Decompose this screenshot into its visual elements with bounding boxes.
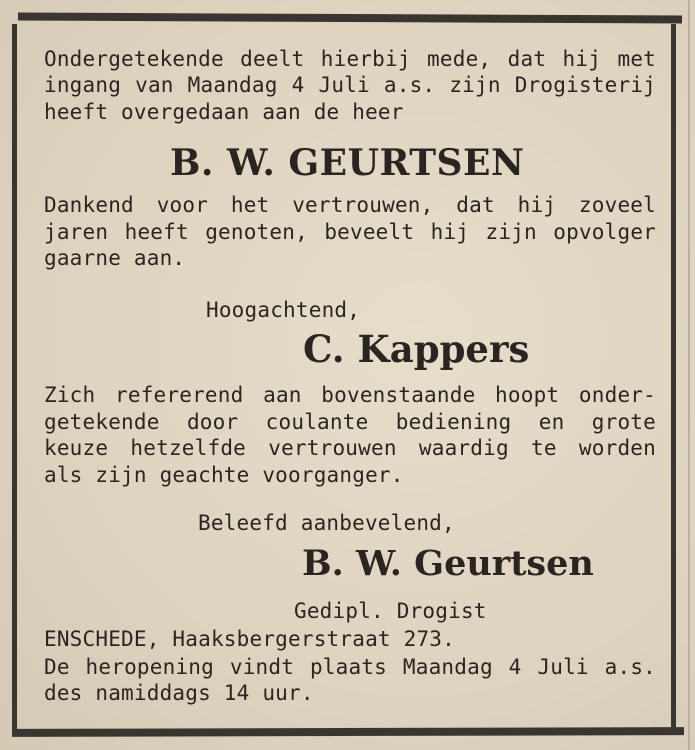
intro-line-3: heeft overgedaan aan de heer (44, 100, 404, 124)
signature-geurtsen: B. W. Geurtsen (302, 543, 594, 584)
border-left (12, 24, 17, 730)
reopening-line-2: des namiddags 14 uur. (44, 681, 314, 705)
address-line: ENSCHEDE, Haaksbergerstraat 273. (44, 627, 455, 651)
border-right (671, 24, 676, 730)
thanks-line-2: jaren heeft genoten, beveelt hij zijn opvolger (44, 220, 656, 244)
recommend-line-2: getekende door coulante bediening en grote (44, 410, 656, 434)
thanks-line-1: Dankend voor het vertrouwen, dat hij zoveel (44, 193, 656, 217)
signature-kappers: C. Kappers (303, 327, 530, 371)
reopening-line-1: De heropening vindt plaats Maandag 4 Juli a.s. (44, 655, 656, 679)
intro-line-1: Ondergetekende deelt hierbij mede, dat hij met (44, 47, 656, 71)
successor-name-caps: B. W. GEURTSEN (170, 142, 525, 184)
closing-hoogachtend: Hoogachtend, (206, 298, 361, 322)
intro-line-2: ingang van Maandag 4 Juli a.s. zijn Drogisterij (44, 73, 656, 97)
thanks-line-3: gaarne aan. (44, 246, 186, 270)
closing-beleefd: Beleefd aanbevelend, (198, 511, 455, 535)
recommend-line-3: keuze hetzelfde vertrouwen waardig te worden (44, 436, 656, 460)
page-edge (688, 0, 690, 750)
recommend-line-1: Zich refererend aan bovenstaande hoopt onder- (44, 383, 656, 407)
title-drogist: Gedipl. Drogist (294, 599, 487, 623)
recommend-line-4: als zijn geachte voorganger. (44, 463, 404, 487)
